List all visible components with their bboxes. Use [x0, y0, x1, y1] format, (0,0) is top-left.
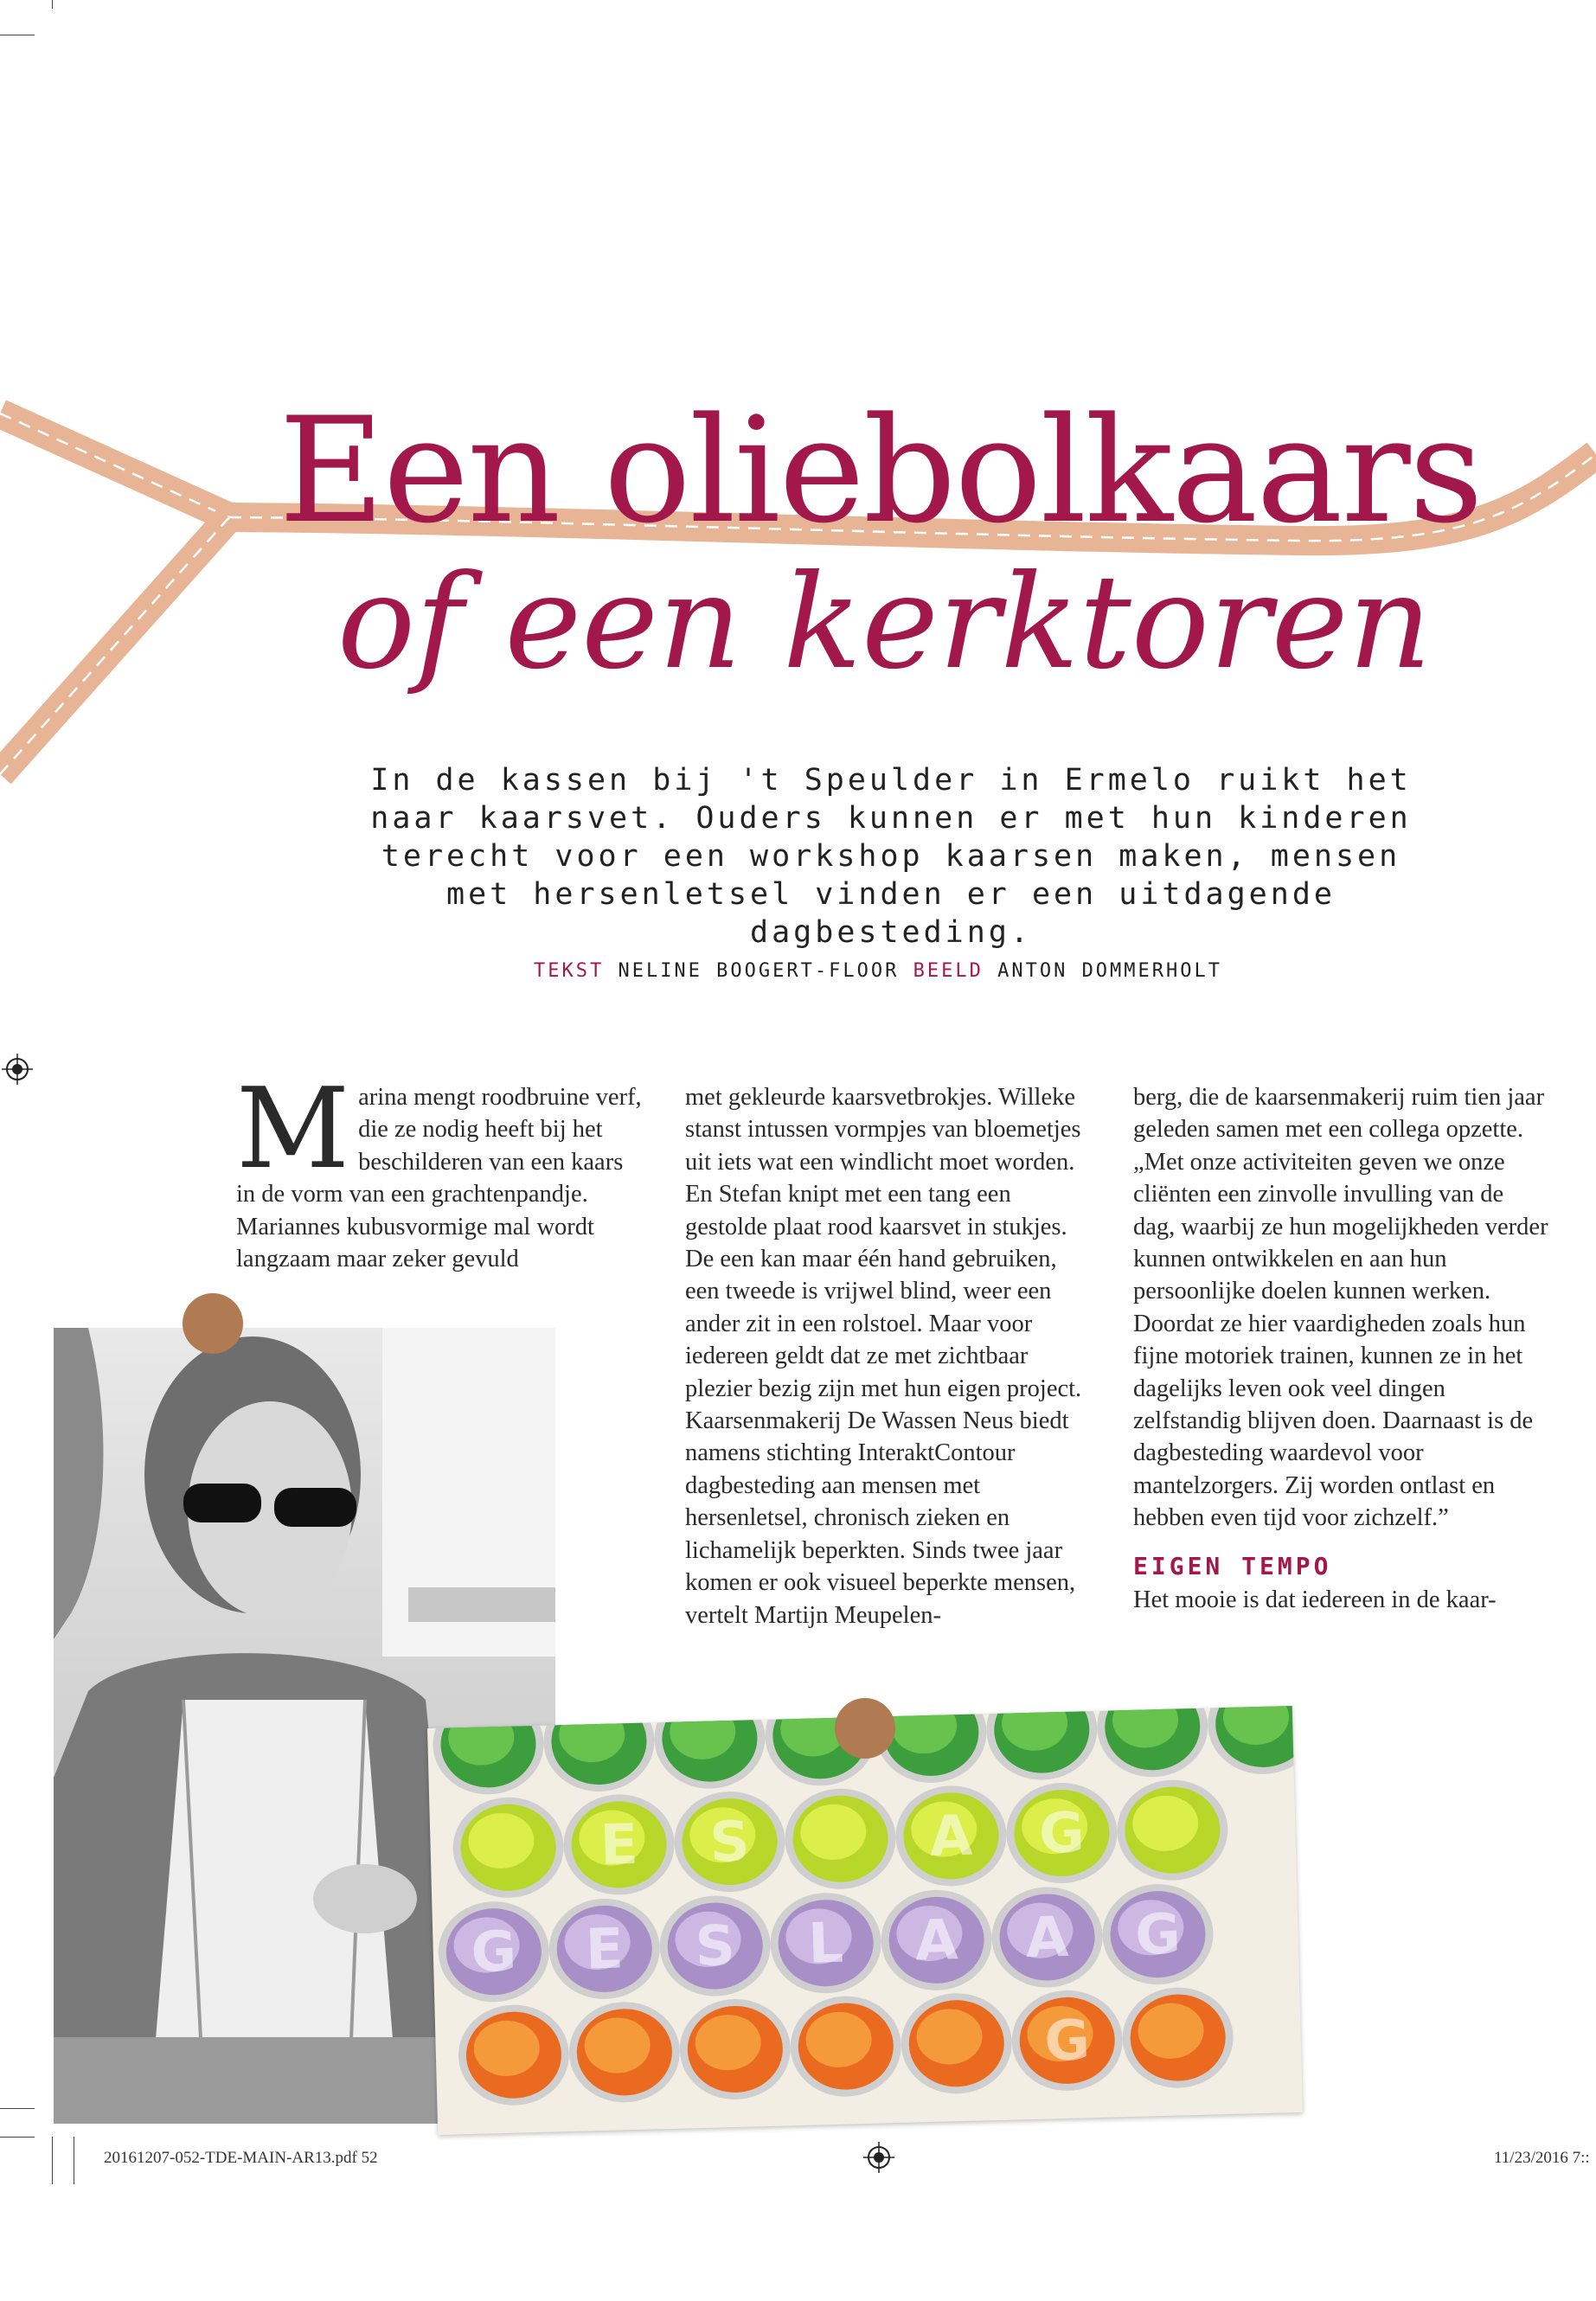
- credits-text-author: NELINE BOOGERT-FLOOR: [618, 960, 900, 982]
- candle-letter: E: [599, 1812, 639, 1878]
- candle: [567, 2001, 681, 2104]
- drop-cap: M: [236, 1065, 350, 1194]
- candle: [985, 1706, 1099, 1781]
- registration-mark-icon: [2, 1054, 33, 1085]
- candle: [769, 1892, 882, 1995]
- crop-mark: [52, 2137, 53, 2184]
- column-2-text: met gekleurde kaarsvetbrokjes. Willeke stanst intussen vormpjes van bloemetjes uit iets wat een windlicht moet worden. En Stefan knipt met een tang een gestolde plaat rood kaarsvet in stukjes. De een kan maar één hand gebruiken, een tweede is vrijwel blind, weer een ander zit in een rolstoel. Maar voor iedereen geldt dat ze met zichtbaar plezier bezig zijn met hun eigen project. Kaarsenmakerij De Wassen Neus biedt namens stichting InteraktContour dagbesteding aan mensen met hersenletsel, chronisch zieken en lichamelijk beperkten. Sinds twee jaar komen er ook visueel beperkte mensen, vertelt Martijn Meupelen-: [685, 1084, 1082, 1629]
- candle-letter: G: [470, 1920, 518, 1985]
- crop-mark: [0, 2137, 35, 2138]
- title-line-2: of een kerktoren: [337, 548, 1433, 698]
- candle: [1101, 1882, 1215, 1985]
- candle-letter: S: [708, 1810, 751, 1875]
- column-3-text: berg, die de kaarsenmakerij ruim tien jaar geleden samen met een collega opzette. „Met onze activiteiten geven we onze cliënten een zinvolle invulling van de dag, waarbij ze hun mogelijkheden verder kunnen ontwikkelen en aan hun persoonlijke doelen kunnen werken. Doordat ze hier vaardigheden zoals hun fijne motoriek trainen, kunnen ze in het dagelijks leven ook veel dingen zelfstandig blijven doen. Daarnaast is de dagbesteding waardevol voor mantelzorgers. Zij worden ontlast en hebben even tijd voor zichzelf.”: [1133, 1084, 1548, 1532]
- candle: [1096, 1706, 1209, 1779]
- photo-candles: [427, 1706, 1303, 2135]
- candle: [1207, 1706, 1303, 1776]
- candle: [437, 1900, 550, 2003]
- candle: [1121, 1986, 1234, 2089]
- candle-letter: G: [1134, 1902, 1182, 1968]
- candle-letter: S: [694, 1913, 736, 1980]
- title-line-1: Een oliebolkaars: [279, 386, 1482, 555]
- credits-image-label: BEELD: [913, 960, 984, 982]
- candle: [653, 1706, 766, 1790]
- candle: [548, 1897, 661, 2000]
- photo-pin: [183, 1293, 243, 1354]
- candle: [542, 1706, 656, 1793]
- credits-line: [0, 960, 1596, 982]
- candle: [673, 1790, 786, 1893]
- candle: [880, 1888, 993, 1991]
- candle: [894, 1785, 1008, 1888]
- candle: [452, 1796, 565, 1899]
- candle: [789, 1995, 902, 2098]
- article-column-1: [236, 1065, 647, 1275]
- candle: [1010, 1989, 1124, 2092]
- candle: [562, 1793, 676, 1896]
- crop-mark: [52, 0, 53, 9]
- footer-date: 11/23/2016 7::: [1494, 2149, 1590, 2167]
- candle-letter: E: [584, 1917, 625, 1983]
- candles-illustration: [427, 1706, 1303, 2135]
- article-column-3: [1133, 1081, 1548, 1617]
- candle-letter: A: [913, 1908, 959, 1974]
- article-column-2: [685, 1081, 1087, 1631]
- candle: [678, 1997, 792, 2100]
- credits-text-label: TEKST: [533, 960, 605, 982]
- credits-image-author: ANTON DOMMERHOLT: [997, 960, 1223, 982]
- candle-letter: A: [928, 1804, 974, 1869]
- candle-letter: G: [1038, 1801, 1086, 1867]
- subheading: EIGEN TEMPO: [1133, 1551, 1332, 1580]
- footer-filename: 20161207-052-TDE-MAIN-AR13.pdf 52: [104, 2149, 378, 2167]
- registration-mark-icon: [863, 2142, 894, 2173]
- candle: [658, 1894, 772, 1997]
- intro-lede: In de kassen bij 't Speulder in Ermelo ruikt het naar kaarsvet. Ouders kunnen er met hun kinderen terecht voor een workshop kaarsen maken, mensen met hersenletsel vinden er een uitdagende dagbesteding.: [370, 763, 1412, 950]
- crop-mark: [0, 2108, 35, 2109]
- candle-letter: L: [807, 1911, 845, 1977]
- candle-letter: A: [1024, 1905, 1070, 1971]
- column-3-end-text: Het mooie is dat iedereen in de kaar-: [1133, 1586, 1497, 1614]
- candle: [784, 1787, 897, 1890]
- candle: [1005, 1781, 1118, 1884]
- candle: [1116, 1779, 1229, 1881]
- column-1-text: arina mengt roodbruine verf, die ze nodig heeft bij het beschilderen van een kaars in de vorm van een grachtenpandje. Mariannes kubusvormige mal wordt langzaam maar zeker gevuld: [236, 1084, 642, 1273]
- candle: [457, 2003, 570, 2106]
- candle-letter: G: [1043, 2009, 1091, 2074]
- photo-pin: [835, 1698, 895, 1759]
- candle: [900, 1992, 1013, 2095]
- candle: [990, 1886, 1104, 1989]
